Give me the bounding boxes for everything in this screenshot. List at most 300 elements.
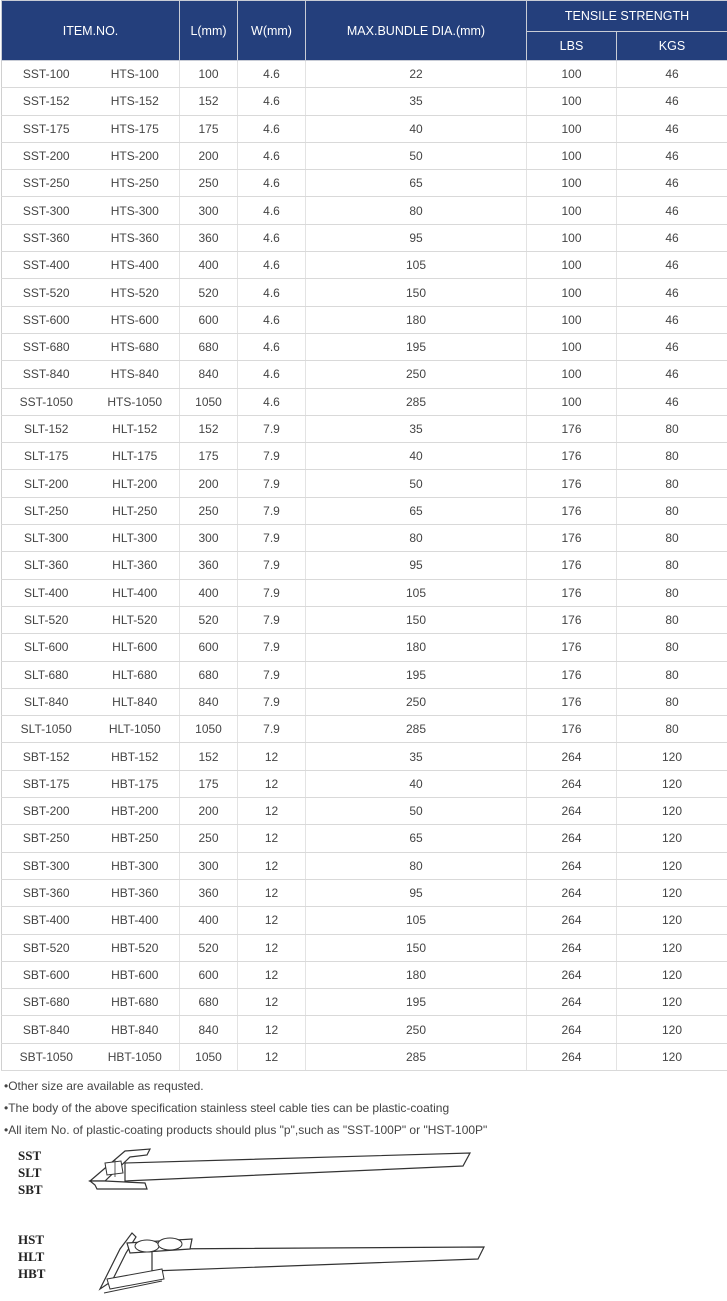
cell-max-bundle: 22 [306,61,527,88]
table-row [2,388,727,415]
cell-item-no-h: HLT-600 [91,634,180,661]
cell-item-no-h: HBT-680 [91,989,180,1016]
cell-item-no-s: SLT-360 [2,552,91,579]
cell-max-bundle: 250 [306,1016,527,1043]
cell-item-no-h: HTS-300 [91,197,180,224]
header-tensile-strength: TENSILE STRENGTH [527,1,727,32]
cell-width: 12 [238,879,306,906]
cell-max-bundle: 285 [306,716,527,743]
cell-lbs: 264 [527,907,617,934]
cell-item-no-s: SBT-1050 [2,1043,91,1070]
cell-kgs: 120 [617,852,727,879]
cell-item-no-h: HTS-175 [91,115,180,142]
cell-item-no-s: SST-400 [2,252,91,279]
cell-length: 200 [180,798,238,825]
table-row [2,1043,727,1070]
table-row [2,825,727,852]
header-lbs: LBS [527,32,617,61]
cell-length: 200 [180,142,238,169]
cell-kgs: 46 [617,197,727,224]
cell-kgs: 46 [617,170,727,197]
cell-length: 200 [180,470,238,497]
table-row [2,197,727,224]
cell-lbs: 176 [527,606,617,633]
cell-item-no-h: HBT-250 [91,825,180,852]
cable-tie-diagram [0,1141,727,1301]
header-max-bundle: MAX.BUNDLE DIA.(mm) [306,1,527,61]
cell-item-no-h: HTS-400 [91,252,180,279]
cell-length: 250 [180,497,238,524]
cell-width: 4.6 [238,88,306,115]
cell-kgs: 80 [617,552,727,579]
cell-kgs: 120 [617,1016,727,1043]
table-row [2,743,727,770]
cell-kgs: 46 [617,88,727,115]
cell-max-bundle: 40 [306,770,527,797]
table-row [2,579,727,606]
label-top-group: SST SLT SBT [18,1147,43,1198]
cell-kgs: 120 [617,879,727,906]
cell-max-bundle: 195 [306,661,527,688]
cell-kgs: 46 [617,361,727,388]
cell-lbs: 100 [527,252,617,279]
cell-max-bundle: 65 [306,497,527,524]
cell-kgs: 120 [617,770,727,797]
cell-lbs: 176 [527,415,617,442]
cell-width: 7.9 [238,716,306,743]
table-row [2,552,727,579]
cell-item-no-s: SLT-250 [2,497,91,524]
table-row [2,961,727,988]
cell-kgs: 80 [617,661,727,688]
cell-lbs: 100 [527,224,617,251]
cell-kgs: 120 [617,743,727,770]
header-item-no: ITEM.NO. [2,1,180,61]
cell-length: 600 [180,306,238,333]
cell-length: 840 [180,361,238,388]
cell-length: 400 [180,252,238,279]
cell-item-no-s: SBT-175 [2,770,91,797]
cell-lbs: 264 [527,989,617,1016]
cell-length: 360 [180,552,238,579]
cell-width: 4.6 [238,306,306,333]
cell-kgs: 120 [617,989,727,1016]
cell-max-bundle: 50 [306,798,527,825]
cell-item-no-s: SLT-200 [2,470,91,497]
cell-width: 7.9 [238,443,306,470]
cell-item-no-h: HLT-520 [91,606,180,633]
cell-item-no-s: SST-680 [2,333,91,360]
table-row [2,306,727,333]
cell-max-bundle: 150 [306,606,527,633]
cell-length: 840 [180,1016,238,1043]
cell-item-no-h: HLT-360 [91,552,180,579]
cell-max-bundle: 35 [306,415,527,442]
cell-lbs: 100 [527,61,617,88]
cell-length: 680 [180,661,238,688]
cell-item-no-h: HTS-250 [91,170,180,197]
cell-max-bundle: 105 [306,579,527,606]
cell-item-no-h: HTS-680 [91,333,180,360]
cell-item-no-h: HBT-300 [91,852,180,879]
cell-length: 400 [180,907,238,934]
cell-width: 4.6 [238,170,306,197]
spec-table [1,0,727,1071]
cell-kgs: 120 [617,934,727,961]
cell-item-no-s: SLT-400 [2,579,91,606]
cell-length: 1050 [180,1043,238,1070]
cell-length: 152 [180,88,238,115]
cell-item-no-h: HTS-200 [91,142,180,169]
cell-item-no-s: SST-152 [2,88,91,115]
table-row [2,606,727,633]
cell-item-no-h: HLT-175 [91,443,180,470]
cell-kgs: 120 [617,1043,727,1070]
cell-item-no-h: HLT-400 [91,579,180,606]
cell-lbs: 100 [527,88,617,115]
cell-item-no-h: HTS-1050 [91,388,180,415]
cell-lbs: 100 [527,115,617,142]
cell-max-bundle: 195 [306,989,527,1016]
cell-kgs: 80 [617,716,727,743]
cell-max-bundle: 180 [306,961,527,988]
label-bottom-group: HST HLT HBT [18,1231,45,1282]
table-row [2,279,727,306]
cell-item-no-h: HLT-300 [91,525,180,552]
cell-item-no-s: SLT-152 [2,415,91,442]
table-row [2,989,727,1016]
cell-item-no-h: HBT-400 [91,907,180,934]
cell-lbs: 264 [527,1043,617,1070]
cell-length: 100 [180,61,238,88]
cell-lbs: 176 [527,552,617,579]
table-row [2,361,727,388]
cell-kgs: 46 [617,333,727,360]
table-row [2,907,727,934]
cell-item-no-s: SST-360 [2,224,91,251]
cell-width: 4.6 [238,361,306,388]
cell-lbs: 176 [527,661,617,688]
cell-max-bundle: 35 [306,88,527,115]
cell-lbs: 100 [527,333,617,360]
cell-max-bundle: 150 [306,279,527,306]
cell-kgs: 46 [617,388,727,415]
cell-width: 7.9 [238,525,306,552]
cell-lbs: 176 [527,443,617,470]
cell-kgs: 46 [617,306,727,333]
cell-item-no-h: HBT-600 [91,961,180,988]
cell-lbs: 100 [527,142,617,169]
cell-max-bundle: 50 [306,142,527,169]
table-row [2,88,727,115]
cell-item-no-h: HBT-520 [91,934,180,961]
cell-item-no-h: HBT-840 [91,1016,180,1043]
cell-max-bundle: 65 [306,170,527,197]
cell-item-no-s: SBT-300 [2,852,91,879]
cell-item-no-s: SBT-250 [2,825,91,852]
cell-length: 520 [180,279,238,306]
table-row [2,770,727,797]
cell-width: 7.9 [238,415,306,442]
cell-width: 4.6 [238,197,306,224]
cell-item-no-s: SLT-840 [2,688,91,715]
cell-width: 12 [238,907,306,934]
table-row [2,224,727,251]
cell-item-no-h: HTS-360 [91,224,180,251]
cell-length: 680 [180,333,238,360]
cell-lbs: 176 [527,497,617,524]
cell-item-no-s: SST-600 [2,306,91,333]
cell-width: 4.6 [238,224,306,251]
header-width: W(mm) [238,1,306,61]
table-row [2,688,727,715]
cell-lbs: 264 [527,798,617,825]
table-row [2,879,727,906]
cell-lbs: 176 [527,716,617,743]
cell-lbs: 264 [527,934,617,961]
cell-lbs: 264 [527,743,617,770]
cell-item-no-h: HLT-200 [91,470,180,497]
cell-max-bundle: 180 [306,634,527,661]
cell-item-no-s: SBT-200 [2,798,91,825]
cell-item-no-s: SLT-600 [2,634,91,661]
cell-kgs: 80 [617,443,727,470]
note-other-sizes: •Other size are available as requsted. [4,1075,727,1097]
cell-item-no-s: SST-250 [2,170,91,197]
cell-lbs: 100 [527,279,617,306]
cell-lbs: 100 [527,306,617,333]
cell-kgs: 120 [617,961,727,988]
cell-kgs: 80 [617,634,727,661]
cell-lbs: 100 [527,361,617,388]
cell-length: 520 [180,934,238,961]
cell-item-no-s: SST-200 [2,142,91,169]
cell-length: 250 [180,170,238,197]
note-item-suffix: •All item No. of plastic-coating products should plus "p",such as "SST-100P" or "HST-100P" [4,1119,727,1141]
table-row [2,852,727,879]
header-length: L(mm) [180,1,238,61]
cell-kgs: 46 [617,142,727,169]
table-row [2,115,727,142]
cell-width: 4.6 [238,142,306,169]
cell-lbs: 264 [527,825,617,852]
note-plastic-coating: •The body of the above specification stainless steel cable ties can be plastic-coating [4,1097,727,1119]
cell-item-no-h: HTS-840 [91,361,180,388]
cable-tie-illustration-bottom [92,1219,492,1299]
cell-kgs: 46 [617,61,727,88]
table-row [2,170,727,197]
cell-max-bundle: 95 [306,224,527,251]
table-row [2,634,727,661]
cell-length: 152 [180,415,238,442]
cell-kgs: 46 [617,224,727,251]
cell-width: 4.6 [238,333,306,360]
cell-item-no-s: SST-840 [2,361,91,388]
cell-max-bundle: 105 [306,252,527,279]
cell-width: 7.9 [238,661,306,688]
cell-item-no-h: HTS-600 [91,306,180,333]
cell-item-no-h: HLT-250 [91,497,180,524]
table-body [2,61,727,1071]
cell-item-no-h: HBT-152 [91,743,180,770]
cell-item-no-s: SBT-520 [2,934,91,961]
cell-item-no-h: HBT-1050 [91,1043,180,1070]
cell-kgs: 80 [617,606,727,633]
cell-max-bundle: 180 [306,306,527,333]
cell-lbs: 264 [527,961,617,988]
cell-max-bundle: 105 [306,907,527,934]
cell-width: 12 [238,1016,306,1043]
header-kgs: KGS [617,32,727,61]
cell-width: 7.9 [238,497,306,524]
cell-length: 300 [180,197,238,224]
cell-item-no-h: HLT-152 [91,415,180,442]
cell-item-no-s: SLT-175 [2,443,91,470]
cell-length: 840 [180,688,238,715]
cell-kgs: 80 [617,470,727,497]
cell-kgs: 80 [617,688,727,715]
cell-kgs: 80 [617,525,727,552]
cell-width: 12 [238,825,306,852]
cell-lbs: 176 [527,688,617,715]
cell-item-no-s: SBT-400 [2,907,91,934]
cell-max-bundle: 80 [306,197,527,224]
cell-item-no-s: SLT-680 [2,661,91,688]
cell-item-no-s: SBT-152 [2,743,91,770]
cell-kgs: 46 [617,115,727,142]
cell-item-no-s: SST-175 [2,115,91,142]
cell-length: 360 [180,224,238,251]
table-row [2,525,727,552]
cell-kgs: 80 [617,497,727,524]
cell-max-bundle: 80 [306,525,527,552]
cell-width: 12 [238,934,306,961]
cell-item-no-h: HLT-840 [91,688,180,715]
table-row [2,497,727,524]
cell-length: 300 [180,852,238,879]
cell-item-no-s: SST-100 [2,61,91,88]
table-row [2,798,727,825]
cell-length: 1050 [180,716,238,743]
cell-width: 12 [238,743,306,770]
cell-width: 12 [238,961,306,988]
cell-max-bundle: 40 [306,443,527,470]
cell-max-bundle: 95 [306,552,527,579]
cell-width: 12 [238,798,306,825]
cell-item-no-h: HLT-680 [91,661,180,688]
cell-width: 12 [238,1043,306,1070]
cable-tie-illustration-top [85,1141,485,1201]
table-row [2,934,727,961]
table-row [2,661,727,688]
cell-max-bundle: 95 [306,879,527,906]
cell-item-no-s: SBT-600 [2,961,91,988]
cell-length: 300 [180,525,238,552]
cell-item-no-s: SST-520 [2,279,91,306]
table-row [2,1016,727,1043]
cell-lbs: 100 [527,170,617,197]
cell-max-bundle: 35 [306,743,527,770]
table-row [2,61,727,88]
cell-kgs: 46 [617,252,727,279]
cell-kgs: 80 [617,579,727,606]
cell-item-no-h: HBT-360 [91,879,180,906]
cell-width: 7.9 [238,634,306,661]
table-row [2,142,727,169]
cell-length: 175 [180,770,238,797]
cell-lbs: 100 [527,388,617,415]
cell-item-no-s: SBT-680 [2,989,91,1016]
table-row [2,716,727,743]
cell-width: 12 [238,989,306,1016]
cell-max-bundle: 250 [306,361,527,388]
cell-item-no-s: SBT-360 [2,879,91,906]
cell-max-bundle: 65 [306,825,527,852]
cell-max-bundle: 195 [306,333,527,360]
table-row [2,252,727,279]
cell-kgs: 46 [617,279,727,306]
cell-item-no-h: HLT-1050 [91,716,180,743]
cell-max-bundle: 150 [306,934,527,961]
cell-item-no-h: HTS-100 [91,61,180,88]
cell-width: 4.6 [238,388,306,415]
cell-item-no-h: HBT-175 [91,770,180,797]
cell-max-bundle: 80 [306,852,527,879]
cell-item-no-s: SST-1050 [2,388,91,415]
cell-kgs: 120 [617,825,727,852]
cell-length: 1050 [180,388,238,415]
cell-width: 7.9 [238,688,306,715]
cell-length: 175 [180,443,238,470]
cell-max-bundle: 285 [306,1043,527,1070]
cell-item-no-h: HTS-520 [91,279,180,306]
cell-item-no-s: SST-300 [2,197,91,224]
cell-length: 400 [180,579,238,606]
cell-item-no-s: SBT-840 [2,1016,91,1043]
cell-item-no-s: SLT-1050 [2,716,91,743]
table-row [2,443,727,470]
cell-width: 4.6 [238,279,306,306]
cell-lbs: 176 [527,579,617,606]
table-row [2,415,727,442]
table-row [2,333,727,360]
cell-length: 520 [180,606,238,633]
cell-width: 4.6 [238,61,306,88]
cell-width: 12 [238,852,306,879]
cell-length: 175 [180,115,238,142]
cell-max-bundle: 285 [306,388,527,415]
cell-width: 4.6 [238,252,306,279]
cell-max-bundle: 50 [306,470,527,497]
cell-length: 360 [180,879,238,906]
cell-lbs: 176 [527,525,617,552]
cell-item-no-h: HTS-152 [91,88,180,115]
cell-item-no-s: SLT-300 [2,525,91,552]
cell-length: 250 [180,825,238,852]
cell-length: 600 [180,961,238,988]
cell-width: 7.9 [238,552,306,579]
cell-lbs: 264 [527,1016,617,1043]
cell-length: 600 [180,634,238,661]
cell-lbs: 264 [527,770,617,797]
cell-kgs: 120 [617,798,727,825]
cell-kgs: 120 [617,907,727,934]
cell-length: 152 [180,743,238,770]
cell-width: 7.9 [238,579,306,606]
cell-width: 7.9 [238,470,306,497]
cell-length: 680 [180,989,238,1016]
cell-lbs: 100 [527,197,617,224]
